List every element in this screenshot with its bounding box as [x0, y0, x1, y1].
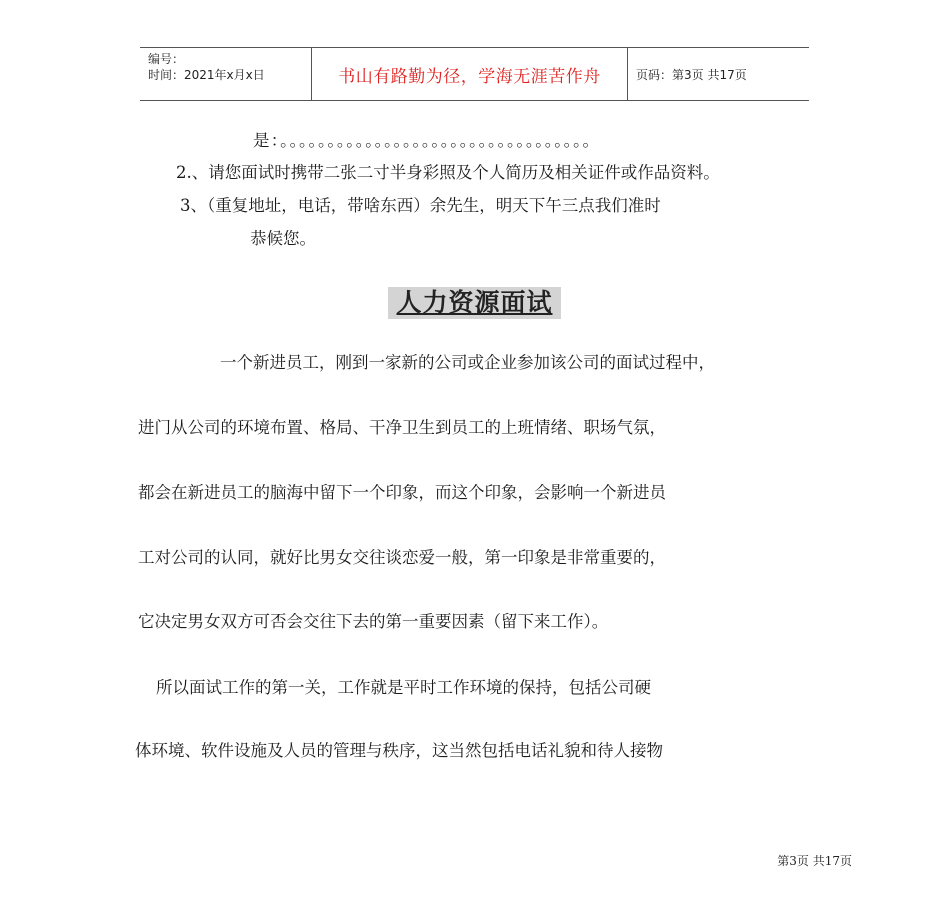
doc-time-label: 时间：2021年x月x日: [148, 68, 265, 82]
list-item-3-continued: 恭候您。: [250, 229, 316, 248]
line-is: 是：。。。。。。。。。。。。。。。。。。。。。。。。。。。。。。。。。: [253, 131, 601, 150]
header-divider: [627, 48, 628, 100]
list-item-2: 2.、请您面试时携带二张二寸半身彩照及个人简历及相关证件或作品资料。: [176, 163, 720, 182]
paragraph-line: 一个新进员工，刚到一家新的公司或企业参加该公司的面试过程中，: [220, 353, 715, 372]
list-item-3: 3、（重复地址，电话，带啥东西）余先生，明天下午三点我们准时: [180, 196, 661, 215]
paragraph-line: 它决定男女双方可否会交往下去的第一重要因素（留下来工作）。: [138, 612, 609, 631]
paragraph-line: 体环境、软件设施及人员的管理与秩序，这当然包括电话礼貌和待人接物: [135, 741, 663, 760]
header-motto: 书山有路勤为径，学海无涯苦作舟: [338, 66, 601, 87]
paragraph-line: 进门从公司的环境布置、格局、干净卫生到员工的上班情绪、职场气氛，: [138, 418, 666, 437]
paragraph-line: 都会在新进员工的脑海中留下一个印象，而这个印象，会影响一个新进员: [138, 483, 666, 502]
page-header: [140, 47, 809, 101]
doc-number-label: 编号：: [148, 52, 185, 66]
paragraph-line: 所以面试工作的第一关，工作就是平时工作环境的保持，包括公司硬: [156, 678, 651, 697]
paragraph-line: 工对公司的认同，就好比男女交往谈恋爱一般，第一印象是非常重要的，: [138, 548, 666, 567]
header-meta: [148, 51, 265, 83]
header-page-label: 页码：第3页 共17页: [636, 67, 747, 82]
section-title-highlight: [388, 287, 561, 319]
section-title: 人力资源面试: [396, 288, 553, 317]
footer-page-number: 第3页 共17页: [777, 854, 852, 868]
